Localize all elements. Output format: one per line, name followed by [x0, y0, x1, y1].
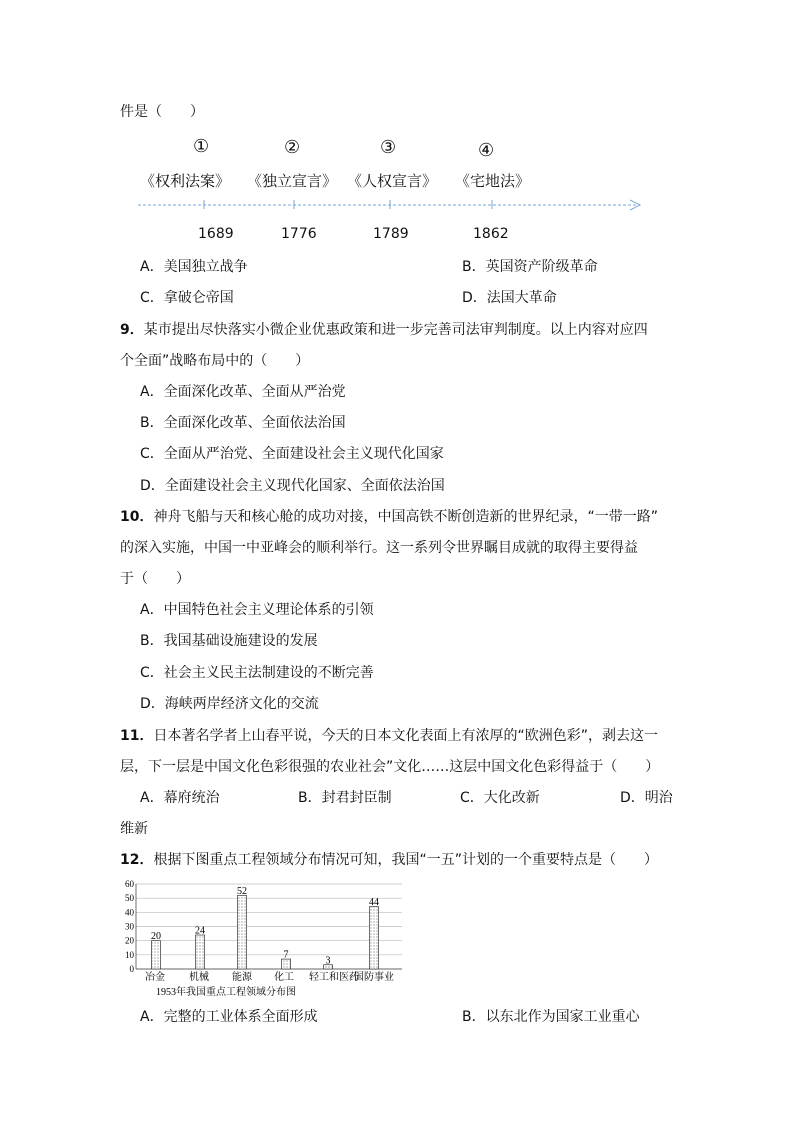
q9-option-b: B．全面深化改革、全面依法治国	[140, 415, 346, 431]
q12-line-1	[120, 851, 658, 869]
timeline-num-2: ②	[284, 137, 301, 158]
chart-data-label: 44	[369, 897, 379, 909]
q11-option-c: C．大化改新	[460, 790, 540, 806]
q10-option-c: C．社会主义民主法制建设的不断完善	[140, 665, 374, 681]
chart-x-tick-label: 冶金	[145, 972, 165, 983]
q10-line-1	[120, 508, 658, 526]
chart-bar	[370, 907, 379, 969]
timeline-num-1: ①	[193, 136, 210, 157]
chart-title: 1953年我国重点工程领域分布图	[156, 987, 296, 998]
chart-data-label: 20	[151, 931, 161, 943]
q11-option-b: B．封君封臣制	[298, 790, 392, 806]
bar-chart	[118, 876, 408, 998]
timeline-doc-4: 《宅地法》	[455, 172, 531, 190]
q9-number: 9．	[120, 322, 144, 338]
chart-y-tick-label: 30	[125, 921, 134, 932]
chart-data-label: 7	[283, 949, 289, 961]
q10-option-b: B．我国基础设施建设的发展	[140, 633, 318, 649]
q10-line-3: 于（ ）	[120, 571, 190, 587]
timeline-doc-3: 《人权宣言》	[347, 172, 438, 190]
q11-stem-1: 日本著名学者上山春平说，今天的日本文化表面上有浓厚的“欧洲色彩”，剥去这一	[153, 728, 658, 744]
chart-y-tick-label: 60	[125, 879, 134, 889]
q8-option-b: B．英国资产阶级革命	[462, 259, 598, 275]
chart-y-axis	[125, 879, 135, 974]
q8-option-c: C．拿破仑帝国	[140, 290, 234, 306]
chart-x-tick-label: 国防事业	[354, 972, 394, 983]
chart-y-tick-label: 40	[125, 907, 134, 918]
chart-data-label: 52	[237, 885, 247, 897]
chart-data-label: 24	[195, 925, 205, 937]
chart-x-tick-label: 能源	[232, 972, 252, 983]
timeline-year-3: 1789	[373, 226, 409, 242]
timeline-year-2: 1776	[281, 226, 317, 242]
chart-x-tick-label: 化工	[274, 972, 294, 983]
timeline-year-1: 1689	[198, 226, 234, 242]
q11-option-d-wrap: 维新	[120, 821, 148, 837]
timeline-doc-1: 《权利法案》	[140, 172, 231, 190]
chart-grid	[136, 884, 402, 969]
q10-line-2: 的深入实施，中国一中亚峰会的顺利举行。这一系列令世界瞩目成就的取得主要得益	[120, 540, 638, 556]
q8-stem-tail: 件是（ ）	[120, 104, 204, 120]
chart-bar	[238, 895, 247, 969]
chart-bar	[196, 935, 205, 969]
q9-option-c: C．全面从严治党、全面建设社会主义现代化国家	[140, 446, 444, 462]
chart-bar	[152, 941, 161, 969]
q11-number: 11．	[120, 728, 154, 744]
q10-stem-1: 神舟飞船与天和核心舱的成功对接，中国高铁不断创造新的世界纪录，“一带一路”	[153, 509, 658, 525]
chart-y-tick-label: 0	[129, 964, 134, 974]
timeline-doc-2: 《独立宣言》	[247, 172, 338, 190]
q8-option-a: A．美国独立战争	[140, 259, 248, 275]
timeline-year-4: 1862	[473, 226, 509, 242]
chart-x-tick-label: 轻工和医药	[309, 972, 359, 983]
timeline-axis	[130, 196, 660, 216]
q12-option-b: B．以东北作为国家工业重心	[462, 1009, 640, 1025]
q11-option-d: D．明治	[620, 790, 673, 806]
q11-line-1	[120, 727, 658, 745]
timeline-num-4: ④	[478, 140, 495, 161]
chart-x-axis	[145, 970, 394, 983]
q9-option-a: A．全面深化改革、全面从严治党	[140, 384, 346, 400]
q12-option-a: A．完整的工业体系全面形成	[140, 1009, 318, 1025]
q9-line-1	[120, 321, 648, 339]
q11-option-a: A．幕府统治	[140, 790, 220, 806]
q9-line-2: 个全面”战略布局中的（ ）	[120, 353, 310, 369]
chart-y-tick-label: 20	[125, 935, 134, 946]
chart-y-tick-label: 10	[125, 949, 134, 960]
q12-stem-1: 根据下图重点工程领域分布情况可知，我国“一五”计划的一个重要特点是（ ）	[153, 852, 658, 868]
chart-x-tick-label: 机械	[189, 972, 209, 983]
q12-number: 12．	[120, 852, 154, 868]
q10-option-a: A．中国特色社会主义理论体系的引领	[140, 602, 374, 618]
q10-option-d: D．海峡两岸经济文化的交流	[140, 696, 319, 712]
q11-line-2: 层，下一层是中国文化色彩很强的农业社会”文化……这层中国文化色彩得益于（ ）	[120, 759, 660, 775]
q9-option-d: D．全面建设社会主义现代化国家、全面依法治国	[140, 478, 445, 494]
chart-data-label: 3	[325, 955, 331, 967]
q9-stem-1: 某市提出尽快落实小微企业优惠政策和进一步完善司法审判制度。以上内容对应四	[143, 322, 648, 338]
timeline-num-3: ③	[380, 137, 397, 158]
q8-option-d: D．法国大革命	[462, 290, 557, 306]
q10-number: 10．	[120, 509, 154, 525]
chart-y-tick-label: 50	[125, 893, 134, 904]
